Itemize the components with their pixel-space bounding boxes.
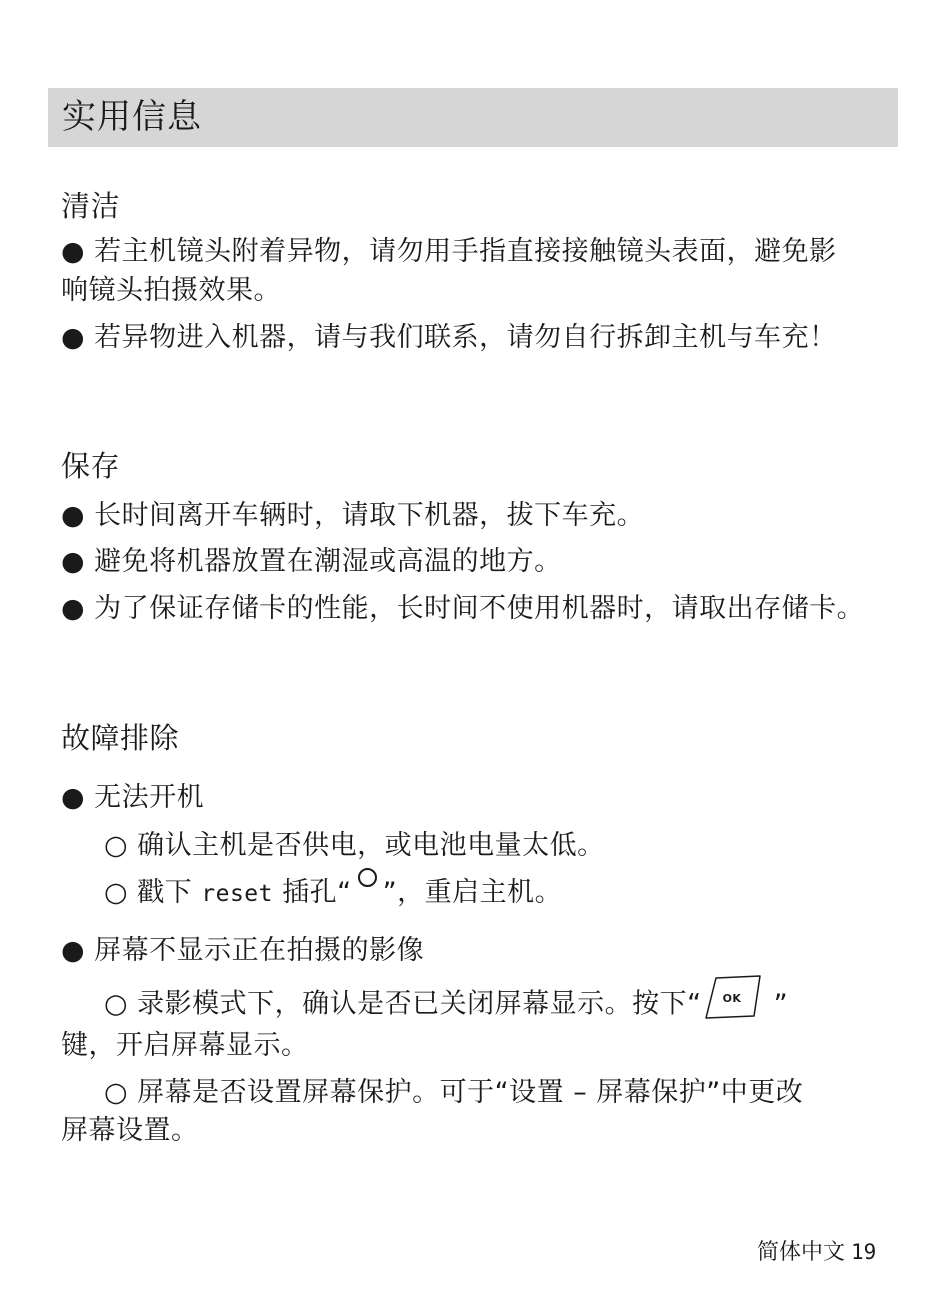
issue-2-sub-2-line-2: 屏幕设置。 (61, 1115, 199, 1146)
storage-item-1: ● 长时间离开车辆时，请取下机器，拔下车充。 (61, 500, 645, 531)
ok-button-icon (702, 974, 762, 1020)
cleaning-item-1-line-2: 响镜头拍摄效果。 (61, 275, 281, 306)
issue-1-sub-2 (104, 876, 562, 911)
issue-2-sub-1-line-2: 键，开启屏幕显示。 (61, 1030, 309, 1061)
issue-2-sub-1-suffix: ” (773, 988, 789, 1020)
issue-2-sub-1-prefix: ○ 录影模式下，确认是否已关闭屏幕显示。按下“ (104, 988, 702, 1020)
troubleshooting-heading: 故障排除 (61, 721, 180, 755)
issue-1-title: ● 无法开机 (61, 782, 205, 813)
page-title: 实用信息 (62, 97, 202, 137)
issue-1-sub-2-suffix: ”，重启主机。 (382, 877, 563, 908)
cleaning-item-2: ● 若异物进入机器，请与我们联系，请勿自行拆卸主机与车充！ (61, 322, 837, 353)
reset-hole-icon (358, 868, 377, 887)
issue-1-sub-2-mid: 插孔“ (282, 877, 352, 908)
issue-1-sub-2-prefix: ○ 戳下 (104, 877, 193, 908)
section-title-bar (48, 88, 898, 147)
storage-heading: 保存 (61, 449, 121, 483)
ok-label: OK (722, 992, 742, 1005)
issue-1-sub-1: ○ 确认主机是否供电，或电池电量太低。 (104, 830, 605, 861)
cleaning-item-1-line-1: ● 若主机镜头附着异物，请勿用手指直接接触镜头表面，避免影 (61, 236, 837, 267)
page-footer (757, 1238, 876, 1267)
issue-2-title: ● 屏幕不显示正在拍摄的影像 (61, 935, 425, 966)
footer-language: 简体中文 (757, 1240, 846, 1265)
page-number: 19 (851, 1240, 877, 1264)
issue-2-sub-2-line-1: ○ 屏幕是否设置屏幕保护。可于“设置 – 屏幕保护”中更改 (104, 1077, 804, 1108)
reset-label: reset (201, 881, 273, 907)
storage-item-2: ● 避免将机器放置在潮湿或高温的地方。 (61, 546, 562, 577)
issue-2-sub-1-line-1 (104, 982, 788, 1028)
storage-item-3: ● 为了保证存储卡的性能，长时间不使用机器时，请取出存储卡。 (61, 593, 865, 624)
cleaning-heading: 清洁 (61, 189, 121, 223)
